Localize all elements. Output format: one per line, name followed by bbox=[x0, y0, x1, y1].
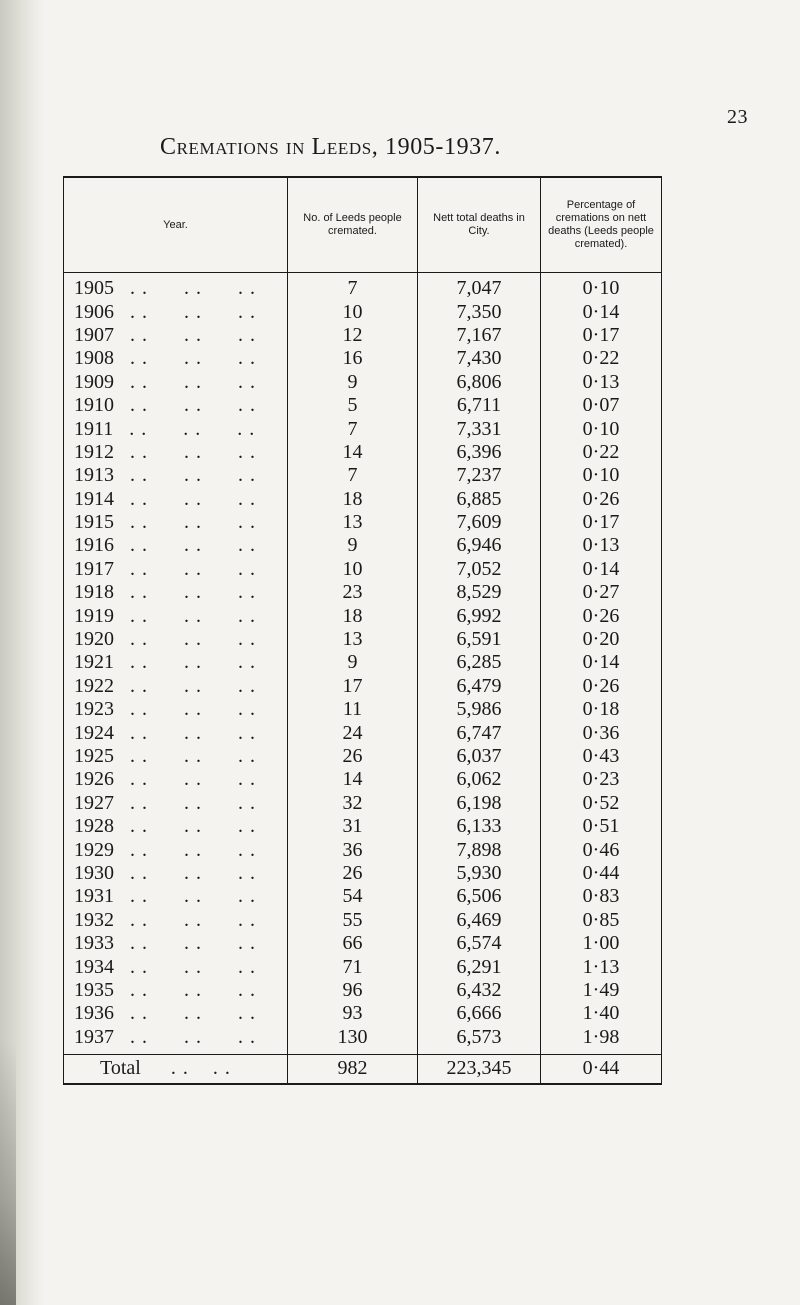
percentage-cell: 0·36 bbox=[582, 721, 620, 744]
cremated-cell: 32 bbox=[288, 792, 418, 815]
table-row bbox=[64, 955, 662, 978]
cremated-cell: 10 bbox=[288, 300, 418, 323]
cremated-cell: 9 bbox=[288, 651, 418, 674]
year-value: 1935 bbox=[74, 978, 114, 1001]
table-row bbox=[64, 675, 662, 698]
percentage-cell: 0·43 bbox=[582, 745, 620, 767]
cremated-cell: 130 bbox=[288, 1026, 418, 1055]
cremated-cell: 71 bbox=[288, 955, 418, 978]
leader-dots: . . . . . . bbox=[130, 1002, 256, 1025]
year-value: 1924 bbox=[74, 721, 114, 744]
percentage-cell: 0·51 bbox=[582, 815, 620, 838]
year-cell bbox=[64, 675, 288, 698]
total-leader-dots: . . . . bbox=[170, 1057, 231, 1080]
table-row bbox=[64, 273, 662, 301]
leader-dots: . . . . . . bbox=[130, 815, 256, 838]
deaths-cell: 7,609 bbox=[418, 511, 541, 534]
cremated-cell: 5 bbox=[288, 394, 418, 417]
deaths-cell: 7,047 bbox=[418, 273, 541, 301]
year-cell bbox=[64, 488, 288, 511]
table-row bbox=[64, 1002, 662, 1025]
year-value: 1929 bbox=[74, 838, 114, 861]
cremated-cell: 18 bbox=[288, 488, 418, 511]
deaths-cell: 7,052 bbox=[418, 558, 541, 581]
table-row bbox=[64, 417, 662, 440]
table-row bbox=[64, 488, 662, 511]
table-row bbox=[64, 464, 662, 487]
percentage-cell: 0·18 bbox=[582, 698, 620, 721]
leader-dots: . . . . . . bbox=[130, 487, 256, 510]
year-value: 1907 bbox=[74, 323, 114, 346]
year-value: 1920 bbox=[74, 628, 114, 651]
cremated-cell: 17 bbox=[288, 675, 418, 698]
cremated-cell: 93 bbox=[288, 1002, 418, 1025]
year-value: 1936 bbox=[74, 1002, 114, 1025]
cremated-cell: 10 bbox=[288, 558, 418, 581]
year-cell bbox=[64, 394, 288, 417]
percentage-cell: 1·98 bbox=[582, 1025, 620, 1048]
year-cell bbox=[64, 628, 288, 651]
cremated-cell: 55 bbox=[288, 909, 418, 932]
table-row bbox=[64, 651, 662, 674]
percentage-cell: 0·13 bbox=[582, 370, 620, 393]
year-value: 1911 bbox=[74, 417, 114, 440]
cremated-cell: 7 bbox=[288, 464, 418, 487]
year-value: 1932 bbox=[74, 908, 114, 931]
deaths-cell: 6,291 bbox=[418, 955, 541, 978]
cremated-cell: 26 bbox=[288, 745, 418, 768]
leader-dots: . . . . . . bbox=[130, 651, 256, 674]
year-value: 1928 bbox=[74, 815, 114, 838]
table-row bbox=[64, 885, 662, 908]
page-number: 23 bbox=[727, 106, 748, 128]
year-cell bbox=[64, 581, 288, 604]
percentage-cell: 0·10 bbox=[582, 277, 620, 300]
year-value: 1908 bbox=[74, 347, 114, 370]
year-cell bbox=[64, 838, 288, 861]
table-row bbox=[64, 347, 662, 370]
year-value: 1914 bbox=[74, 487, 114, 510]
deaths-cell: 6,573 bbox=[418, 1026, 541, 1055]
cremated-cell: 14 bbox=[288, 768, 418, 791]
year-cell bbox=[64, 792, 288, 815]
leader-dots: . . . . . . bbox=[130, 604, 256, 627]
percentage-cell: 0·26 bbox=[582, 674, 620, 697]
year-cell bbox=[64, 1026, 288, 1055]
table-row bbox=[64, 979, 662, 1002]
header-row bbox=[64, 177, 662, 273]
year-cell bbox=[64, 932, 288, 955]
leader-dots: . . . . . . bbox=[130, 698, 256, 721]
total-label-cell bbox=[64, 1054, 288, 1084]
year-value: 1933 bbox=[74, 932, 114, 955]
leader-dots: . . . . . . bbox=[130, 838, 256, 861]
percentage-cell: 0·52 bbox=[582, 791, 620, 814]
year-value: 1915 bbox=[74, 511, 114, 534]
table-row bbox=[64, 862, 662, 885]
table-row bbox=[64, 815, 662, 838]
percentage-cell: 0·17 bbox=[582, 323, 620, 346]
deaths-cell: 6,806 bbox=[418, 371, 541, 394]
table-row bbox=[64, 628, 662, 651]
leader-dots: . . . . . . bbox=[130, 791, 256, 814]
deaths-cell: 6,506 bbox=[418, 885, 541, 908]
cremations-table bbox=[63, 176, 662, 1085]
percentage-cell: 0·23 bbox=[582, 768, 620, 791]
year-cell bbox=[64, 464, 288, 487]
percentage-cell: 1·00 bbox=[582, 932, 620, 955]
leader-dots: . . . . . . bbox=[130, 394, 256, 417]
year-cell bbox=[64, 300, 288, 323]
deaths-cell: 6,432 bbox=[418, 979, 541, 1002]
total-row bbox=[64, 1054, 662, 1084]
percentage-cell: 0·10 bbox=[582, 464, 620, 487]
deaths-cell: 6,062 bbox=[418, 768, 541, 791]
deaths-cell: 6,885 bbox=[418, 488, 541, 511]
percentage-cell: 0·26 bbox=[582, 487, 620, 510]
year-value: 1937 bbox=[74, 1025, 114, 1048]
leader-dots: . . . . . . bbox=[130, 674, 256, 697]
book-edge-shadow bbox=[0, 1040, 16, 1305]
deaths-cell: 7,167 bbox=[418, 324, 541, 347]
cremated-cell: 36 bbox=[288, 838, 418, 861]
year-value: 1921 bbox=[74, 651, 114, 674]
leader-dots: . . . . . . bbox=[130, 955, 256, 978]
percentage-cell: 0·85 bbox=[582, 908, 620, 931]
leader-dots: . . . . . . bbox=[130, 908, 256, 931]
cremated-cell: 18 bbox=[288, 604, 418, 627]
deaths-cell: 6,285 bbox=[418, 651, 541, 674]
table-row bbox=[64, 324, 662, 347]
year-value: 1927 bbox=[74, 791, 114, 814]
leader-dots: . . . . . . bbox=[130, 932, 256, 955]
percentage-cell: 0·22 bbox=[582, 347, 620, 370]
deaths-cell: 5,930 bbox=[418, 862, 541, 885]
leader-dots: . . . . . . bbox=[130, 1025, 256, 1048]
leader-dots: . . . . . . bbox=[130, 581, 256, 604]
table-row bbox=[64, 909, 662, 932]
leader-dots: . . . . . . bbox=[130, 511, 256, 534]
year-cell bbox=[64, 417, 288, 440]
year-value: 1905 bbox=[74, 277, 114, 300]
percentage-cell: 0·14 bbox=[582, 651, 620, 674]
year-cell bbox=[64, 885, 288, 908]
cremated-cell: 26 bbox=[288, 862, 418, 885]
percentage-cell: 0·10 bbox=[582, 417, 620, 440]
year-cell bbox=[64, 909, 288, 932]
cremated-cell: 9 bbox=[288, 534, 418, 557]
deaths-cell: 6,992 bbox=[418, 604, 541, 627]
percentage-cell: 1·40 bbox=[582, 1002, 620, 1025]
deaths-cell: 6,946 bbox=[418, 534, 541, 557]
deaths-cell: 7,430 bbox=[418, 347, 541, 370]
year-value: 1912 bbox=[74, 440, 114, 463]
deaths-cell: 6,591 bbox=[418, 628, 541, 651]
table-row bbox=[64, 371, 662, 394]
leader-dots: . . . . . . bbox=[130, 978, 256, 1001]
cremated-cell: 31 bbox=[288, 815, 418, 838]
leader-dots: . . . . . . bbox=[130, 628, 256, 651]
deaths-cell: 6,574 bbox=[418, 932, 541, 955]
total-cremated: 982 bbox=[288, 1054, 418, 1084]
leader-dots: . . . . . . bbox=[130, 745, 256, 767]
percentage-cell: 0·20 bbox=[582, 628, 620, 651]
leader-dots: . . . . . . bbox=[130, 534, 256, 557]
year-value: 1906 bbox=[74, 300, 114, 323]
header-percentage: Percentage of cremations on nett deaths (Leeds people cremated). bbox=[541, 177, 662, 273]
table-row bbox=[64, 394, 662, 417]
cremated-cell: 54 bbox=[288, 885, 418, 908]
year-cell bbox=[64, 815, 288, 838]
cremated-cell: 11 bbox=[288, 698, 418, 721]
leader-dots: . . . . . . bbox=[130, 277, 256, 300]
table-body bbox=[64, 273, 662, 1055]
leader-dots: . . . . . . bbox=[130, 885, 256, 908]
year-cell bbox=[64, 273, 288, 301]
cremated-cell: 7 bbox=[288, 417, 418, 440]
deaths-cell: 7,237 bbox=[418, 464, 541, 487]
leader-dots: . . . . . . bbox=[130, 347, 256, 370]
deaths-cell: 7,898 bbox=[418, 838, 541, 861]
percentage-cell: 0·44 bbox=[582, 861, 620, 884]
year-value: 1910 bbox=[74, 394, 114, 417]
year-value: 1916 bbox=[74, 534, 114, 557]
cremated-cell: 24 bbox=[288, 721, 418, 744]
table-row bbox=[64, 1026, 662, 1055]
year-cell bbox=[64, 324, 288, 347]
cremated-cell: 9 bbox=[288, 371, 418, 394]
total-deaths: 223,345 bbox=[418, 1054, 541, 1084]
cremated-cell: 66 bbox=[288, 932, 418, 955]
cremated-cell: 7 bbox=[288, 273, 418, 301]
table-row bbox=[64, 441, 662, 464]
year-value: 1922 bbox=[74, 674, 114, 697]
deaths-cell: 6,133 bbox=[418, 815, 541, 838]
year-cell bbox=[64, 768, 288, 791]
leader-dots: . . . . . . bbox=[130, 557, 256, 580]
deaths-cell: 6,711 bbox=[418, 394, 541, 417]
deaths-cell: 6,666 bbox=[418, 1002, 541, 1025]
cremated-cell: 96 bbox=[288, 979, 418, 1002]
table-row bbox=[64, 511, 662, 534]
year-value: 1909 bbox=[74, 370, 114, 393]
deaths-cell: 6,198 bbox=[418, 792, 541, 815]
cremated-cell: 14 bbox=[288, 441, 418, 464]
percentage-cell: 0·26 bbox=[582, 604, 620, 627]
percentage-cell: 0·46 bbox=[582, 838, 620, 861]
year-cell bbox=[64, 604, 288, 627]
year-cell bbox=[64, 745, 288, 768]
percentage-cell: 0·07 bbox=[582, 394, 620, 417]
leader-dots: . . . . . . bbox=[130, 721, 256, 744]
percentage-cell: 0·17 bbox=[582, 511, 620, 534]
percentage-cell: 1·49 bbox=[582, 978, 620, 1001]
year-cell bbox=[64, 651, 288, 674]
leader-dots: . . . . . . bbox=[130, 464, 256, 487]
year-value: 1925 bbox=[74, 745, 114, 767]
percentage-cell: 0·14 bbox=[582, 557, 620, 580]
table-row bbox=[64, 534, 662, 557]
percentage-cell: 0·83 bbox=[582, 885, 620, 908]
deaths-cell: 7,331 bbox=[418, 417, 541, 440]
table-row bbox=[64, 698, 662, 721]
year-value: 1917 bbox=[74, 557, 114, 580]
deaths-cell: 6,479 bbox=[418, 675, 541, 698]
cremated-cell: 12 bbox=[288, 324, 418, 347]
cremated-cell: 13 bbox=[288, 511, 418, 534]
table-row bbox=[64, 721, 662, 744]
year-cell bbox=[64, 862, 288, 885]
table-row bbox=[64, 768, 662, 791]
year-cell bbox=[64, 698, 288, 721]
table-row bbox=[64, 300, 662, 323]
percentage-cell: 0·14 bbox=[582, 300, 620, 323]
year-value: 1934 bbox=[74, 955, 114, 978]
cremated-cell: 16 bbox=[288, 347, 418, 370]
year-cell bbox=[64, 441, 288, 464]
year-cell bbox=[64, 511, 288, 534]
year-cell bbox=[64, 534, 288, 557]
header-year: Year. bbox=[64, 177, 288, 273]
deaths-cell: 6,037 bbox=[418, 745, 541, 768]
year-value: 1923 bbox=[74, 698, 114, 721]
percentage-cell: 0·27 bbox=[582, 581, 620, 604]
page-title: Cremations in Leeds, 1905-1937. bbox=[160, 134, 501, 160]
leader-dots: . . . . . . bbox=[129, 417, 256, 440]
year-value: 1930 bbox=[74, 861, 114, 884]
table-row bbox=[64, 792, 662, 815]
deaths-cell: 7,350 bbox=[418, 300, 541, 323]
year-cell bbox=[64, 558, 288, 581]
total-label: Total bbox=[100, 1057, 141, 1080]
year-value: 1919 bbox=[74, 604, 114, 627]
table-row bbox=[64, 558, 662, 581]
year-value: 1926 bbox=[74, 768, 114, 791]
year-cell bbox=[64, 955, 288, 978]
leader-dots: . . . . . . bbox=[130, 861, 256, 884]
header-cremated: No. of Leeds people cremated. bbox=[288, 177, 418, 273]
table-row bbox=[64, 932, 662, 955]
deaths-cell: 6,396 bbox=[418, 441, 541, 464]
year-cell bbox=[64, 979, 288, 1002]
year-value: 1913 bbox=[74, 464, 114, 487]
year-cell bbox=[64, 347, 288, 370]
cremated-cell: 23 bbox=[288, 581, 418, 604]
year-value: 1918 bbox=[74, 581, 114, 604]
header-deaths: Nett total deaths in City. bbox=[418, 177, 541, 273]
year-cell bbox=[64, 1002, 288, 1025]
table-row bbox=[64, 604, 662, 627]
cremated-cell: 13 bbox=[288, 628, 418, 651]
total-percentage: 0·44 bbox=[541, 1054, 662, 1084]
table-row bbox=[64, 838, 662, 861]
leader-dots: . . . . . . bbox=[130, 370, 256, 393]
table-row bbox=[64, 581, 662, 604]
deaths-cell: 6,469 bbox=[418, 909, 541, 932]
year-cell bbox=[64, 371, 288, 394]
year-cell bbox=[64, 721, 288, 744]
table-row bbox=[64, 745, 662, 768]
leader-dots: . . . . . . bbox=[130, 323, 256, 346]
leader-dots: . . . . . . bbox=[130, 300, 256, 323]
percentage-cell: 0·13 bbox=[582, 534, 620, 557]
percentage-cell: 1·13 bbox=[582, 955, 620, 978]
percentage-cell: 0·22 bbox=[582, 440, 620, 463]
deaths-cell: 5,986 bbox=[418, 698, 541, 721]
year-value: 1931 bbox=[74, 885, 114, 908]
deaths-cell: 6,747 bbox=[418, 721, 541, 744]
deaths-cell: 8,529 bbox=[418, 581, 541, 604]
leader-dots: . . . . . . bbox=[130, 768, 256, 791]
leader-dots: . . . . . . bbox=[130, 440, 256, 463]
